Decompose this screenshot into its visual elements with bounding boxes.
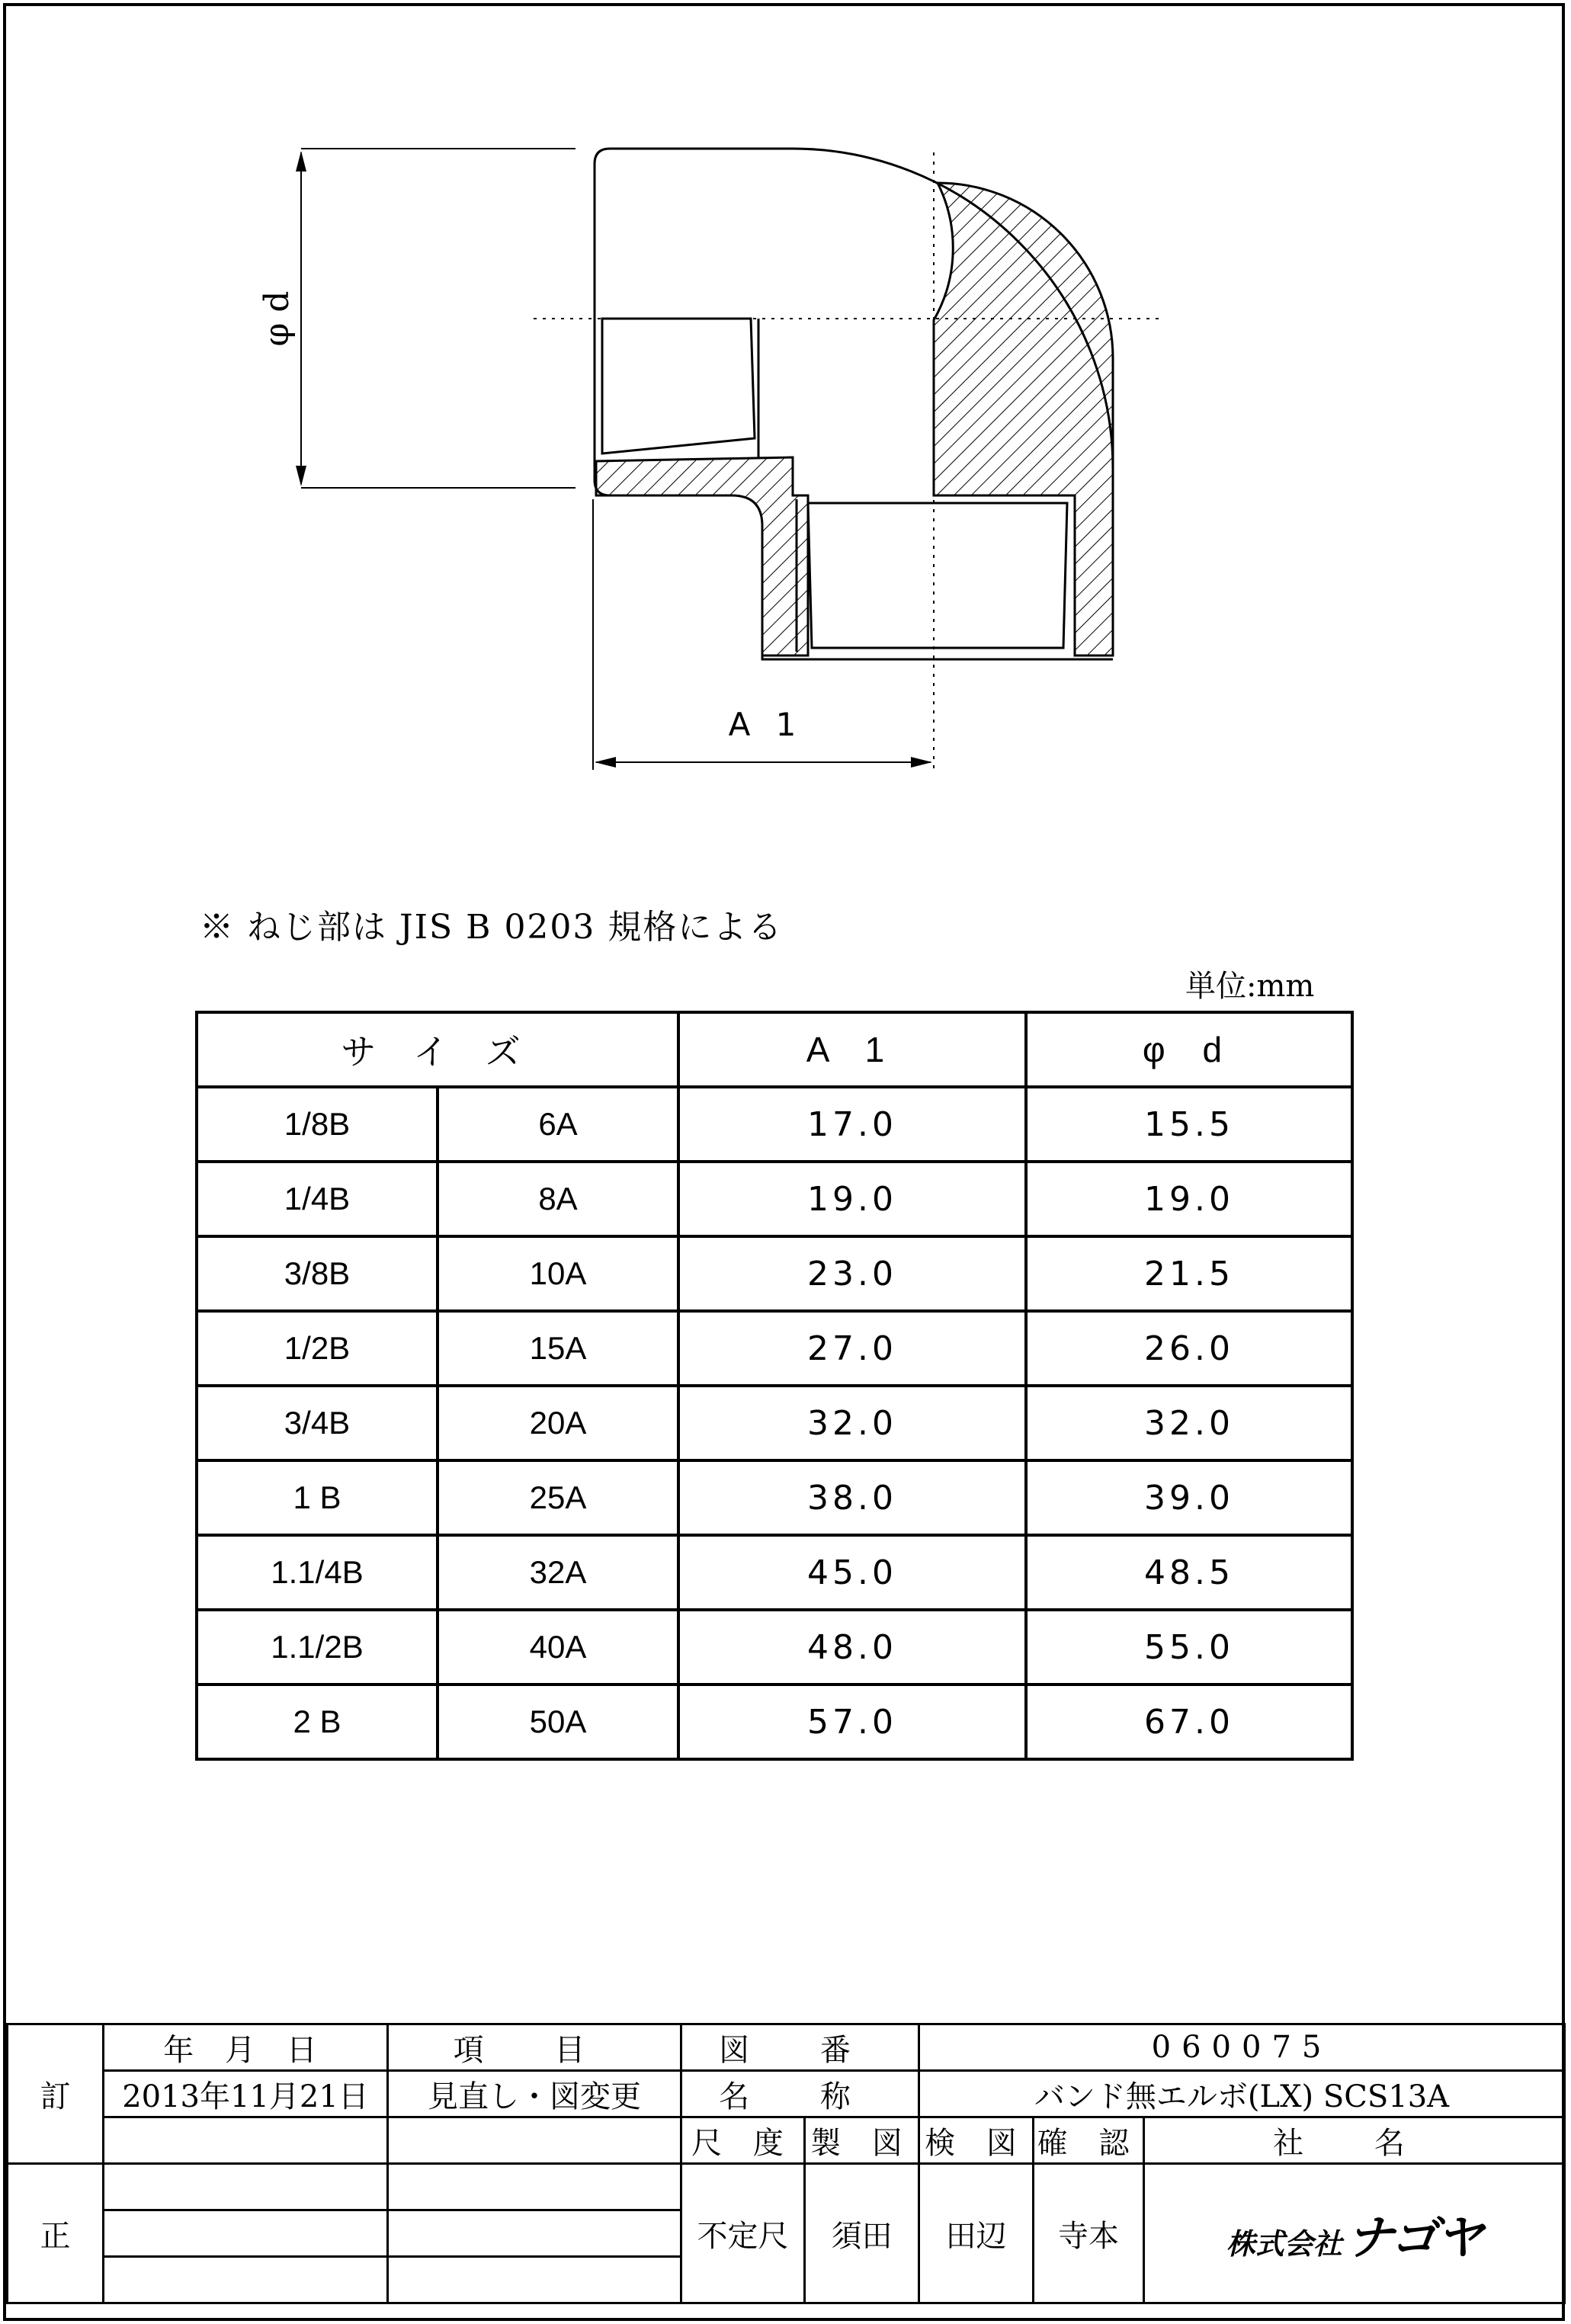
phi-d-cell: 19.0 — [1026, 1162, 1352, 1236]
revision-item-empty — [388, 2164, 681, 2210]
drawing-no: 060075 — [919, 2024, 1565, 2071]
revision-item-empty — [388, 2257, 681, 2303]
a1-cell: 38.0 — [678, 1460, 1026, 1535]
size-b-cell: 1/8B — [197, 1087, 438, 1162]
revision-date-empty — [104, 2210, 388, 2257]
header-a1: A 1 — [678, 1012, 1026, 1087]
a1-cell: 45.0 — [678, 1535, 1026, 1610]
drawn-label: 製 図 — [805, 2117, 919, 2164]
size-a-cell: 20A — [438, 1386, 678, 1460]
phi-d-cell: 39.0 — [1026, 1460, 1352, 1535]
table-row — [197, 1684, 1352, 1759]
table-row — [197, 1535, 1352, 1610]
table-row — [197, 1236, 1352, 1311]
drawn-by: 須田 — [805, 2164, 919, 2303]
size-b-cell: 3/4B — [197, 1386, 438, 1460]
title-block — [6, 2023, 1566, 2304]
size-b-cell: 1/2B — [197, 1311, 438, 1386]
size-a-cell: 32A — [438, 1535, 678, 1610]
a1-cell: 23.0 — [678, 1236, 1026, 1311]
size-a-cell: 8A — [438, 1162, 678, 1236]
size-b-cell: 1/4B — [197, 1162, 438, 1236]
thread-standard-note: ※ ねじ部は JIS B 0203 規格による — [200, 908, 784, 947]
item-header: 項 目 — [388, 2024, 681, 2071]
size-b-cell: 1.1/2B — [197, 1610, 438, 1684]
a1-label: A 1 — [728, 706, 804, 743]
table-row — [197, 1087, 1352, 1162]
size-a-cell: 10A — [438, 1236, 678, 1311]
size-b-cell: 2 B — [197, 1684, 438, 1759]
scale-label: 尺 度 — [681, 2117, 805, 2164]
bottom-thread-bore — [808, 503, 1067, 648]
size-a-cell: 15A — [438, 1311, 678, 1386]
elbow-branch-wall — [596, 457, 808, 656]
drawing-no-label: 図 番 — [681, 2024, 919, 2071]
company-label: 社 名 — [1144, 2117, 1565, 2164]
a1-cell: 27.0 — [678, 1311, 1026, 1386]
a1-cell: 57.0 — [678, 1684, 1026, 1759]
phi-d-cell: 48.5 — [1026, 1535, 1352, 1610]
checked-label: 検 図 — [919, 2117, 1034, 2164]
table-header-row — [197, 1012, 1352, 1087]
unit-label: 単位:mm — [1185, 969, 1315, 1004]
table-row — [197, 1610, 1352, 1684]
size-a-cell: 25A — [438, 1460, 678, 1535]
size-a-cell: 50A — [438, 1684, 678, 1759]
size-b-cell: 3/8B — [197, 1236, 438, 1311]
table-row — [197, 1460, 1352, 1535]
header-size: サ イ ズ — [197, 1012, 678, 1087]
elbow-wall-section — [934, 183, 1113, 656]
checked-by: 田辺 — [919, 2164, 1034, 2303]
phi-d-cell: 32.0 — [1026, 1386, 1352, 1460]
size-b-cell: 1 B — [197, 1460, 438, 1535]
phi-d-cell: 55.0 — [1026, 1610, 1352, 1684]
size-b-cell: 1.1/4B — [197, 1535, 438, 1610]
company-logo-main: ナゴヤ — [1346, 2209, 1483, 2265]
revision-date-empty — [104, 2117, 388, 2164]
table-row — [197, 1386, 1352, 1460]
revision-item-empty — [388, 2210, 681, 2257]
scale-value: 不定尺 — [681, 2164, 805, 2303]
size-a-cell: 40A — [438, 1610, 678, 1684]
approved-label: 確 認 — [1034, 2117, 1144, 2164]
revision-date: 2013年11月21日 — [104, 2071, 388, 2117]
phi-d-label: φ d — [258, 290, 297, 347]
revision-date-empty — [104, 2257, 388, 2303]
phi-d-cell: 21.5 — [1026, 1236, 1352, 1311]
company-logo — [1144, 2164, 1565, 2303]
size-a-cell: 6A — [438, 1087, 678, 1162]
a1-cell: 32.0 — [678, 1386, 1026, 1460]
table-row — [197, 1162, 1352, 1236]
elbow-technical-drawing — [0, 0, 1571, 838]
part-name: バンド無エルボ(LX) SCS13A — [919, 2071, 1565, 2117]
phi-d-cell: 26.0 — [1026, 1311, 1352, 1386]
a1-cell: 19.0 — [678, 1162, 1026, 1236]
revision-label-2: 正 — [8, 2164, 104, 2303]
header-phi-d: φ d — [1026, 1012, 1352, 1087]
name-label: 名 称 — [681, 2071, 919, 2117]
a1-cell: 48.0 — [678, 1610, 1026, 1684]
revision-label: 訂 — [8, 2024, 104, 2164]
left-thread-bore — [602, 319, 755, 454]
a1-cell: 17.0 — [678, 1087, 1026, 1162]
company-logo-small: 株式会社 — [1226, 2226, 1342, 2261]
approved-by: 寺本 — [1034, 2164, 1144, 2303]
dimension-table — [195, 1011, 1354, 1761]
table-row — [197, 1311, 1352, 1386]
date-header: 年 月 日 — [104, 2024, 388, 2071]
phi-d-cell: 67.0 — [1026, 1684, 1352, 1759]
revision-item-empty — [388, 2117, 681, 2164]
phi-d-cell: 15.5 — [1026, 1087, 1352, 1162]
revision-item: 見直し・図変更 — [388, 2071, 681, 2117]
revision-date-empty — [104, 2164, 388, 2210]
